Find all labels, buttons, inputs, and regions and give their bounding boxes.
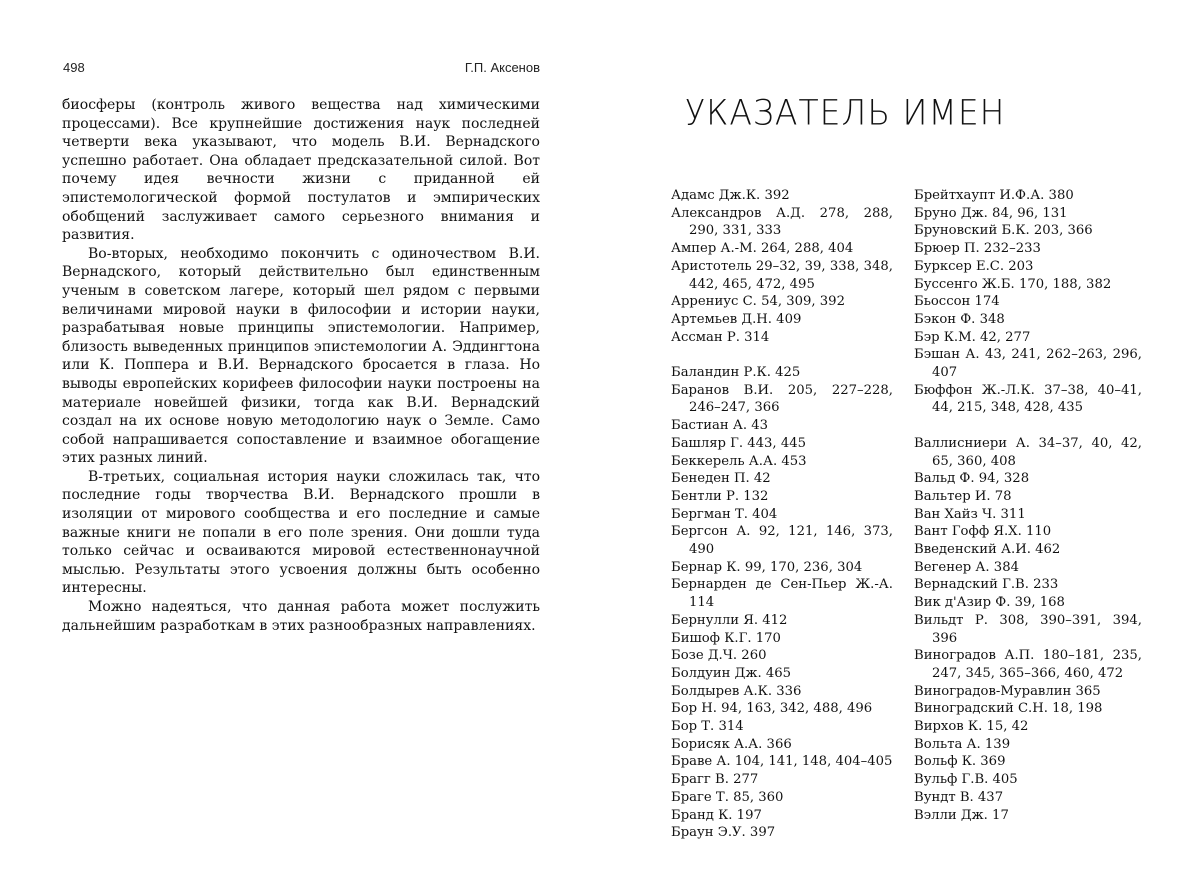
index-entry: Башляр Г. 443, 445: [671, 435, 806, 451]
index-entry: Бэкон Ф. 348: [914, 311, 1005, 327]
index-title: УКАЗАТЕЛЬ ИМЕН: [685, 92, 1006, 133]
index-entry: Вирхов К. 15, 42: [914, 719, 1029, 735]
index-entry: Бюффон Ж.-Л.К. 37–38, 40–41, 44, 215, 348, 428, 435: [914, 382, 1142, 416]
index-entry: Беккерель А.А. 453: [671, 453, 807, 469]
body-text: [62, 96, 540, 635]
index-entry: Виноградов-Муравлин 365: [914, 683, 1101, 699]
index-entry: Баранов В.И. 205, 227–228, 246–247, 366: [671, 382, 893, 416]
index-entry: Вегенер А. 384: [914, 559, 1019, 575]
index-entry: Бергман Т. 404: [671, 506, 778, 522]
page-number: 498: [63, 60, 85, 75]
index-entry: Вальд Ф. 94, 328: [914, 471, 1030, 487]
index-entry: Браге Т. 85, 360: [671, 789, 784, 805]
index-entry: Бор Н. 94, 163, 342, 488, 496: [671, 701, 873, 717]
index-entry: Брейтхаупт И.Ф.А. 380: [914, 188, 1074, 203]
index-entry: Бозе Д.Ч. 260: [671, 648, 767, 664]
index-entry: Брагг В. 277: [671, 772, 759, 788]
index-entry: Валлисниери А. 34–37, 40, 42, 65, 360, 408: [914, 435, 1142, 469]
index-entry: Бентли Р. 132: [671, 488, 769, 504]
body-paragraph: Во-вторых, необходимо покончить с одиночеством В.И. Вернадского, который действительно был единственным ученым в советском лагере, который шел рядом с первыми величинами мировой науки в философии и истории науки, разрабатывая новые принципы эпистемологии. Например, близость выведенных принципов эпистемологии А. Эддингтона или К. Поппера и В.И. Вернадского бросается в глаза. Но выводы европейских корифеев философии науки построены на материале новейшей физики, тогда как В.И. Вернадский создал на их основе новую методологию наук о Земле. Само собой напрашивается сопоставление и взаимное обогащение этих разных линий.: [62, 245, 540, 467]
index-entry: Бурксер Е.С. 203: [914, 258, 1034, 274]
index-entry: Вольта А. 139: [914, 736, 1011, 752]
index-entry: Бруно Дж. 84, 96, 131: [914, 205, 1068, 221]
index-entry: Ампер А.-М. 264, 288, 404: [671, 241, 854, 257]
index-column-right: [914, 187, 1142, 824]
index-entry: Ван Хайз Ч. 311: [914, 506, 1026, 522]
index-entry: Артемьев Д.Н. 409: [671, 311, 802, 327]
index-entry: Ассман Р. 314: [671, 329, 770, 345]
index-entry: Бишоф К.Г. 170: [671, 630, 781, 646]
index-entry: Борисяк А.А. 366: [671, 736, 792, 752]
index-entry: Вант Гофф Я.Х. 110: [914, 524, 1052, 540]
index-entry: Вернадский Г.В. 233: [914, 577, 1059, 593]
running-head: Г.П. Аксенов: [464, 60, 540, 75]
index-entry: Бранд К. 197: [671, 807, 762, 823]
index-entry: Бэшан А. 43, 241, 262–263, 296, 407: [914, 347, 1142, 381]
body-paragraph: Можно надеяться, что данная работа может послужить дальнейшим разработкам в этих разнообразных направлениях.: [62, 599, 540, 634]
index-entry: Брюер П. 232–233: [914, 241, 1041, 257]
index-entry: Вундт В. 437: [914, 789, 1004, 805]
index-entry: Браве А. 104, 141, 148, 404–405: [671, 754, 893, 770]
index-entry: Бьоссон 174: [914, 294, 1000, 310]
index-entry: Болдырев А.К. 336: [671, 683, 802, 699]
index-entry: Бенеден П. 42: [671, 471, 771, 487]
index-group-gap: [914, 417, 1142, 435]
index-entry: Бергсон А. 92, 121, 146, 373, 490: [671, 524, 893, 558]
body-paragraph: В-третьих, социальная история науки сложилась так, что последние годы творчества В.И. Вернадского прошли в изоляции от мирового сообщества и его последние и самые важные книги не попали в его поле зрения. Они дошли туда только сейчас и осваиваются мировой естественнонаучной мыслью. Результаты этого усвоения должны быть особенно интересны.: [62, 468, 540, 597]
body-paragraph: биосферы (контроль живого вещества над химическими процессами). Все крупнейшие достижения наук последней четверти века указывают, что модель В.И. Вернадского успешно работает. Она обладает предсказательной силой. Вот почему идея вечности жизни с приданной ей эпистемологической формой постулатов и эмпирических обобщений заслуживает самого серьезного внимания и развития.: [62, 97, 540, 244]
index-entry: Бернар К. 99, 170, 236, 304: [671, 559, 863, 575]
index-entry: Вольф К. 369: [914, 754, 1006, 770]
index-entry: Александров А.Д. 278, 288, 290, 331, 333: [671, 205, 893, 239]
index-entry: Виноградский С.Н. 18, 198: [914, 701, 1103, 717]
index-column-left: [671, 187, 893, 842]
index-entry: Бастиан А. 43: [671, 418, 769, 434]
index-entry: Адамс Дж.К. 392: [671, 188, 790, 203]
index-entry: Введенский А.И. 462: [914, 542, 1061, 558]
index-entry: Болдуин Дж. 465: [671, 665, 792, 681]
index-entry: Вульф Г.В. 405: [914, 772, 1018, 788]
index-entry: Вальтер И. 78: [914, 488, 1012, 504]
index-entry: Браун Э.У. 397: [671, 825, 776, 841]
index-entry: Аррениус С. 54, 309, 392: [671, 294, 845, 310]
index-entry: Баландин Р.К. 425: [671, 365, 801, 381]
index-entry: Вильдт Р. 308, 390–391, 394, 396: [914, 612, 1142, 646]
index-entry: Аристотель 29–32, 39, 338, 348, 442, 465, 472, 495: [671, 258, 893, 292]
index-entry: Бернулли Я. 412: [671, 612, 788, 628]
index-entry: Бор Т. 314: [671, 719, 744, 735]
index-entry: Вик д'Азир Ф. 39, 168: [914, 595, 1065, 611]
index-group-gap: [671, 346, 893, 364]
index-entry: Бернарден де Сен-Пьер Ж.-А. 114: [671, 577, 893, 611]
index-entry: Бэр К.М. 42, 277: [914, 329, 1031, 345]
index-entry: Вэлли Дж. 17: [914, 807, 1009, 823]
index-entry: Виноградов А.П. 180–181, 235, 247, 345, 365–366, 460, 472: [914, 648, 1142, 681]
index-entry: Буссенго Ж.Б. 170, 188, 382: [914, 276, 1112, 292]
index-entry: Бруновский Б.К. 203, 366: [914, 223, 1093, 239]
